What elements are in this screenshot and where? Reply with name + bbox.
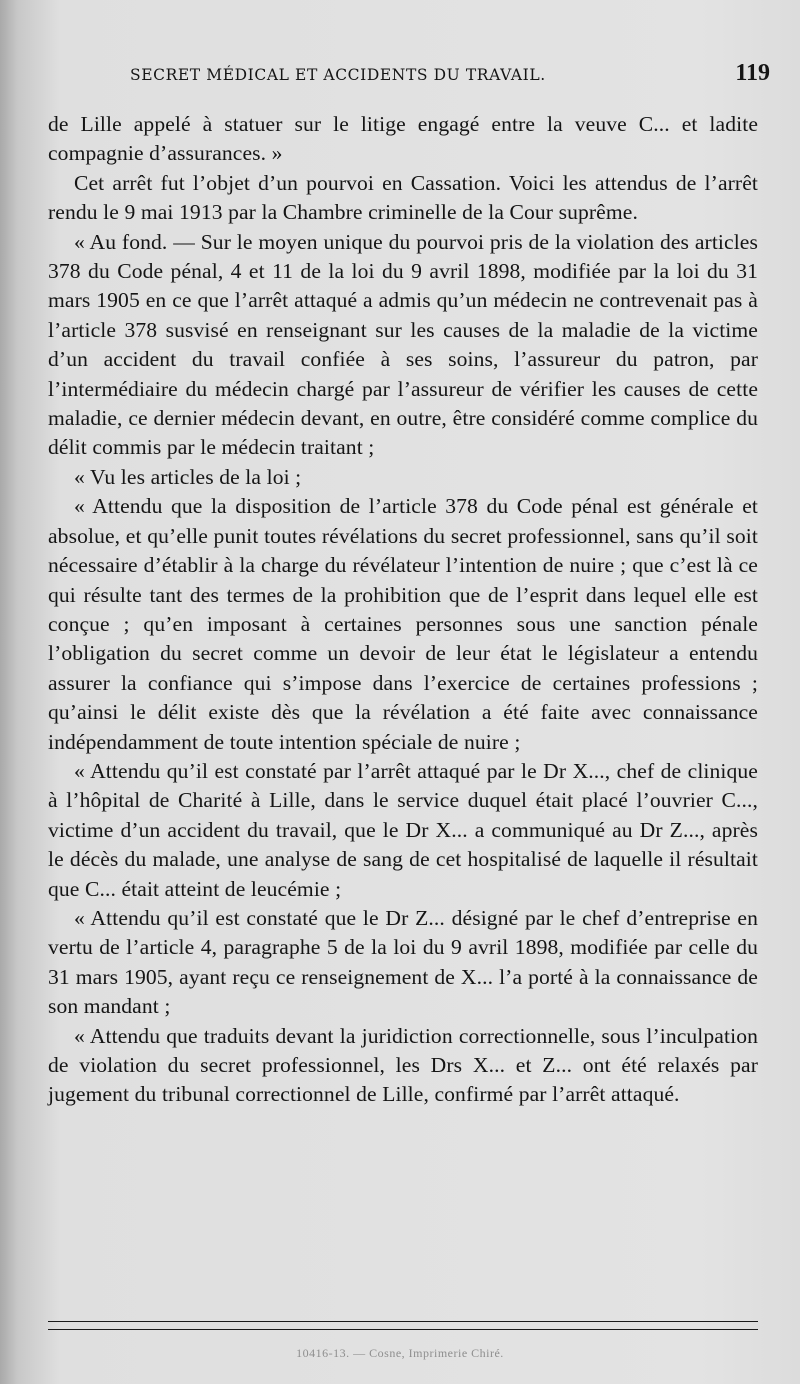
paragraph: « Attendu que traduits devant la juridiction correctionnelle, sous l’inculpation de violation du secret professionnel, les Drs X... et Z... ont été relaxés par jugement du tribunal correctionnel de Lille, confirmé par l’arrêt attaqué. xyxy=(48,1023,758,1107)
body-text xyxy=(48,110,758,1110)
printer-line: 10416-13. — Cosne, Imprimerie Chiré. xyxy=(296,1346,504,1360)
paragraph: « Attendu qu’il est constaté que le Dr Z... désigné par le chef d’entreprise en vertu de l’article 4, paragraphe 5 de la loi du 9 avril 1898, modifiée par celle du 31 mars 1905, ayant reçu ce renseignement de X... l’a porté à la connaissance de son mandant ; xyxy=(48,905,758,1019)
paragraph: « Attendu qu’il est constaté par l’arrêt attaqué par le Dr X..., chef de clinique à l’hôpital de Charité à Lille, dans le service duquel était placé l’ouvrier C..., victime d’un accident du travail, que le Dr X... a communiqué au Dr Z..., après le décès du malade, une analyse de sang de cet hospitalisé de laquelle il résultait que C... était atteint de leucémie ; xyxy=(48,758,758,901)
paragraph: « Au fond. — Sur le moyen unique du pourvoi pris de la violation des articles 378 du Code pénal, 4 et 11 de la loi du 9 avril 1898, modifiée par la loi du 31 mars 1905 en ce que l’arrêt attaqué a admis qu’un médecin ne contrevenait pas à l’article 378 susvisé en renseignant sur les causes de la maladie de la victime d’un accident du travail confiée à ses soins, l’assureur du patron, par l’intermédiaire du médecin chargé par l’assureur de vérifier les causes de cette maladie, ce dernier médecin devant, en outre, être considéré comme complice du délit commis par le médecin traitant ; xyxy=(48,229,758,460)
paragraph: de Lille appelé à statuer sur le litige engagé entre la veuve C... et ladite compagnie d’assurances. » xyxy=(48,112,758,166)
page-header xyxy=(130,60,770,100)
running-title: SECRET MÉDICAL ET ACCIDENTS DU TRAVAIL. xyxy=(130,66,546,84)
paragraph: « Attendu que la disposition de l’article 378 du Code pénal est générale et absolue, et qu’elle punit toutes révélations du secret professionnel, sans qu’il soit nécessaire d’établir à la charge du révélateur l’intention de nuire ; que c’est là ce qui résulte tant des termes de la prohibition que de l’esprit dans lequel elle est conçue ; qu’en imposant à certaines personnes sous une sanction pénale l’obligation du secret comme un devoir de leur état le législateur a entendu assurer la confiance qui s’impose dans l’exercice de certaines professions ; qu’ainsi le délit existe dès que la révélation a été faite avec connaissance indépendamment de toute intention spéciale de nuire ; xyxy=(48,494,758,754)
closing-rule xyxy=(48,1321,758,1322)
paragraph: « Vu les articles de la loi ; xyxy=(74,464,302,489)
closing-rule xyxy=(48,1329,758,1330)
page-number: 119 xyxy=(735,60,770,86)
paragraph: Cet arrêt fut l’objet d’un pourvoi en Cassation. Voici les attendus de l’arrêt rendu le 9 mai 1913 par la Chambre criminelle de la Cour suprême. xyxy=(48,170,758,225)
